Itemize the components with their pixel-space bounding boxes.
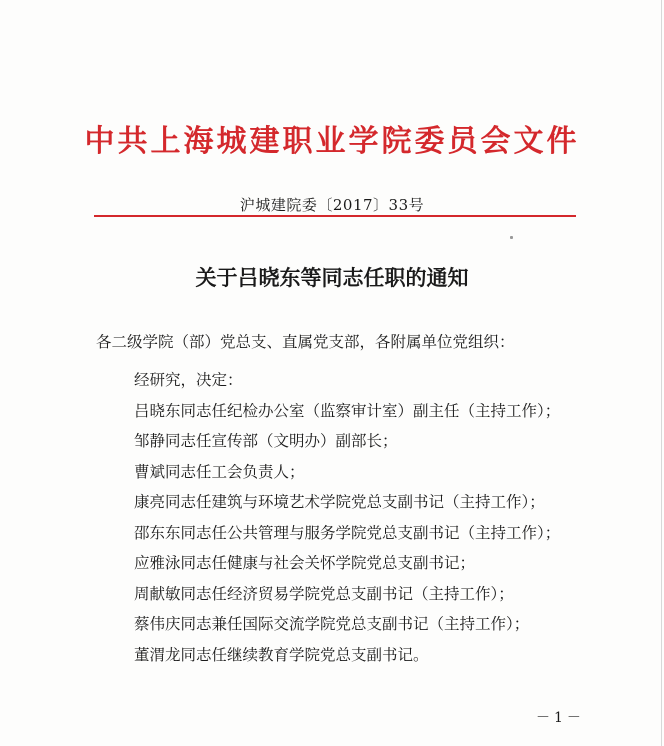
- salutation: 各二级学院（部）党总支、直属党支部，各附属单位党组织：: [96, 333, 515, 351]
- scan-speck: [510, 236, 513, 239]
- appointment-item: 邵东东同志任公共管理与服务学院党总支副书记（主持工作）；: [134, 523, 561, 542]
- appointment-item: 周献敏同志任经济贸易学院党总支副书记（主持工作）；: [134, 584, 514, 603]
- appointment-list: [134, 365, 560, 670]
- notice-title: 关于吕晓东等同志任职的通知: [195, 266, 469, 290]
- body-line-decision: 经研究，决定：: [134, 371, 243, 389]
- appointment-item: 董渭龙同志任继续教育学院党总支副书记。: [134, 645, 429, 664]
- appointment-item: 邹静同志任宣传部（文明办）副部长；: [134, 432, 398, 450]
- appointment-item: 蔡伟庆同志兼任国际交流学院党总支副书记（主持工作）；: [134, 615, 530, 633]
- appointment-item: 吕晓东同志任纪检办公室（监察审计室）副主任（主持工作）；: [134, 401, 561, 420]
- org-header-title: 中共上海城建职业学院委员会文件: [84, 124, 580, 159]
- document-number: 沪城建院委〔2017〕33号: [239, 196, 425, 214]
- red-divider-line: [94, 215, 576, 217]
- page-edge: [661, 0, 662, 746]
- appointment-item: 曹斌同志任工会负责人；: [134, 462, 305, 481]
- appointment-item: 应雅泳同志任健康与社会关怀学院党总支副书记；: [134, 554, 476, 572]
- page-number: －1－: [536, 710, 585, 726]
- appointment-item: 康亮同志任建筑与环境艺术学院党总支副书记（主持工作）；: [134, 493, 545, 511]
